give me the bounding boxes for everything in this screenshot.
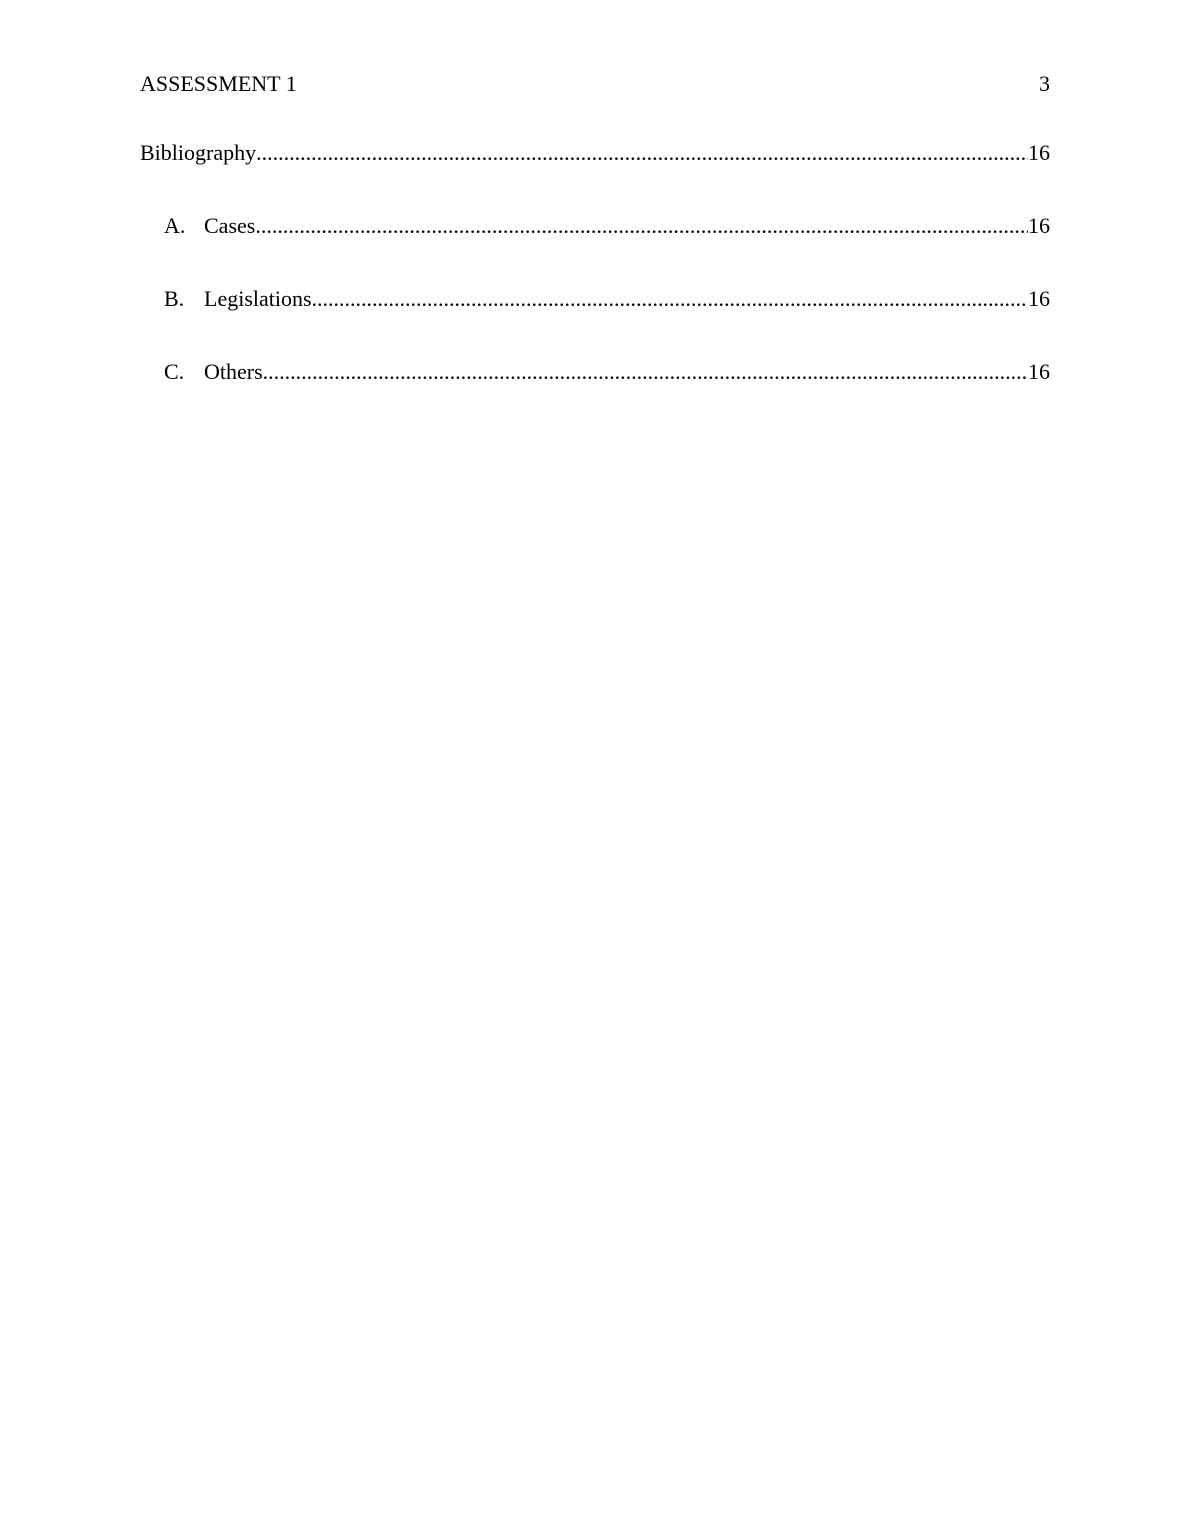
toc-entry-title: Bibliography <box>140 140 257 165</box>
toc-entry-bibliography[interactable] <box>140 139 1050 167</box>
toc-entry-page: 16 <box>1028 359 1050 384</box>
toc-entry-title: Legislations <box>204 286 312 311</box>
toc-entry-letter: C. <box>164 359 185 384</box>
dot-leader <box>255 212 1028 240</box>
toc-entry-cases[interactable] <box>140 212 1050 240</box>
running-head: ASSESSMENT 1 <box>140 71 297 96</box>
table-of-contents <box>140 139 1050 386</box>
toc-entry-letter: B. <box>164 286 185 311</box>
toc-entry-title: Others <box>204 359 263 384</box>
dot-leader <box>312 285 1028 313</box>
toc-entry-page: 16 <box>1028 286 1050 311</box>
dot-leader <box>263 358 1028 386</box>
toc-entry-page: 16 <box>1028 213 1050 238</box>
toc-entry-page: 16 <box>1028 140 1050 165</box>
page-header <box>140 70 1050 98</box>
page-number: 3 <box>1039 71 1050 96</box>
toc-entry-letter: A. <box>164 213 186 238</box>
toc-entry-legislations[interactable] <box>140 285 1050 313</box>
toc-entry-others[interactable] <box>140 358 1050 386</box>
dot-leader <box>256 139 1028 167</box>
toc-entry-title: Cases <box>204 213 256 238</box>
